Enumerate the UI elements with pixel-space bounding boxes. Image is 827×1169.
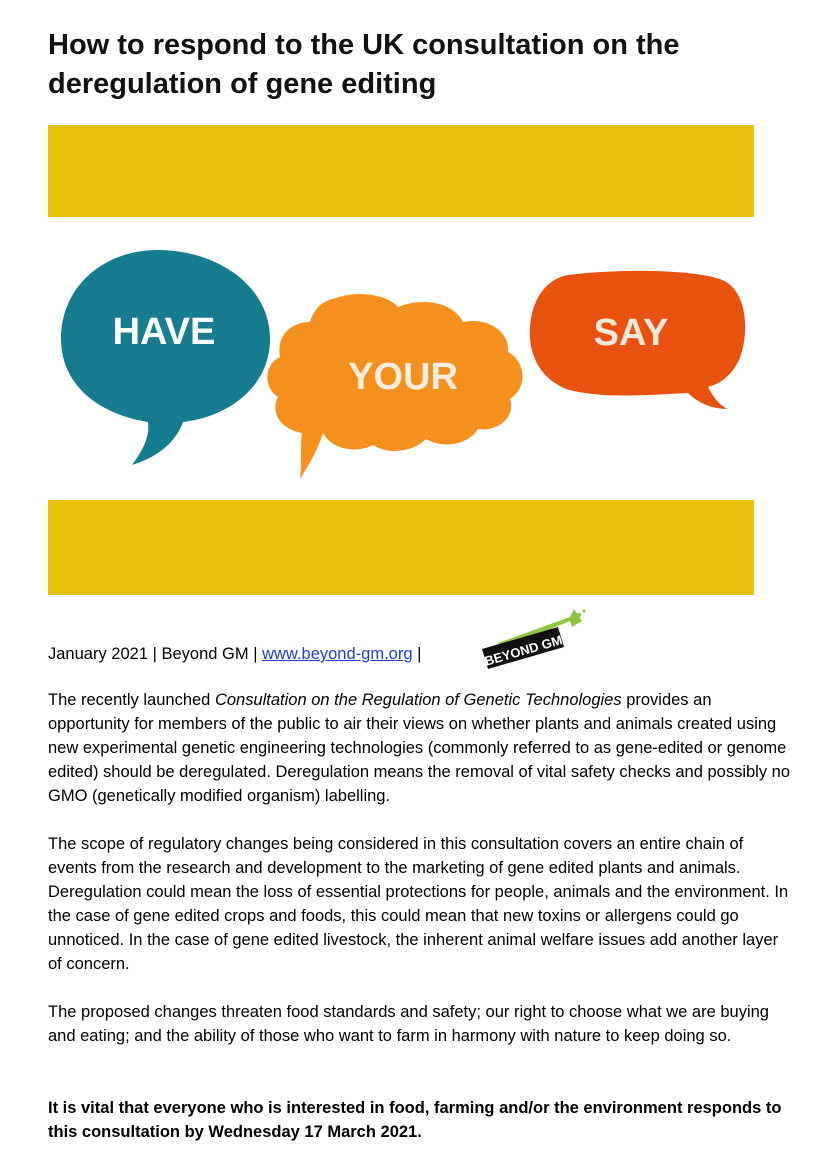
intro-paragraph: [48, 688, 793, 808]
banner-top-band: [48, 125, 754, 217]
byline: [48, 643, 421, 665]
banner-bottom-band: [48, 500, 754, 595]
page-title: How to respond to the UK consultation on the deregulation of gene editing: [48, 29, 680, 100]
threat-paragraph: The proposed changes threaten food standards and safety; our right to choose what we are buying and eating; and the ability of those who want to farm in harmony with nature to keep doing so.: [48, 1003, 769, 1045]
have-your-say-graphic: [48, 217, 754, 500]
byline-org: Beyond GM: [161, 645, 249, 663]
scope-paragraph: The scope of regulatory changes being considered in this consultation covers an entire chain of events from the research and development to the marketing of gene edited plants and animals. Deregulation could mean the loss of essential protections for people, animals and the environment. In the case of gene edited crops and foods, this could mean that new toxins or allergens could go unnoticed. In the case of gene edited livestock, the inherent animal welfare issues add another layer of concern.: [48, 835, 789, 973]
banner-word-have: HAVE: [112, 311, 216, 353]
intro-text-end: provides an opportunity for members of the public to air their views on whether plants and animals created using new experimental genetic engineering technologies (commonly referred to as gene-edited or genome edited) should be deregulated. Deregulation means the removal of vital safety checks and possibly no GMO (genetically modified organism) labelling.: [48, 691, 791, 805]
byline-separator: |: [417, 645, 422, 663]
byline-separator: |: [152, 645, 157, 663]
call-to-action-paragraph: It is vital that everyone who is interested in food, farming and/or the environment responds to this consultation by Wednesday 17 March 2021.: [48, 1099, 782, 1141]
intro-text-start: The recently launched: [48, 691, 215, 709]
byline-separator: |: [253, 645, 258, 663]
website-link[interactable]: www.beyond-gm.org: [262, 645, 413, 663]
banner-word-say: SAY: [593, 312, 669, 354]
banner-word-your: YOUR: [348, 356, 458, 398]
byline-date: January 2021: [48, 645, 148, 663]
logo-text: BEYOND GM: [482, 632, 565, 669]
speech-bubble-teal-icon: [61, 250, 270, 465]
consultation-title: Consultation on the Regulation of Genetic Technologies: [214, 691, 622, 709]
beyond-gm-logo: [478, 603, 590, 675]
